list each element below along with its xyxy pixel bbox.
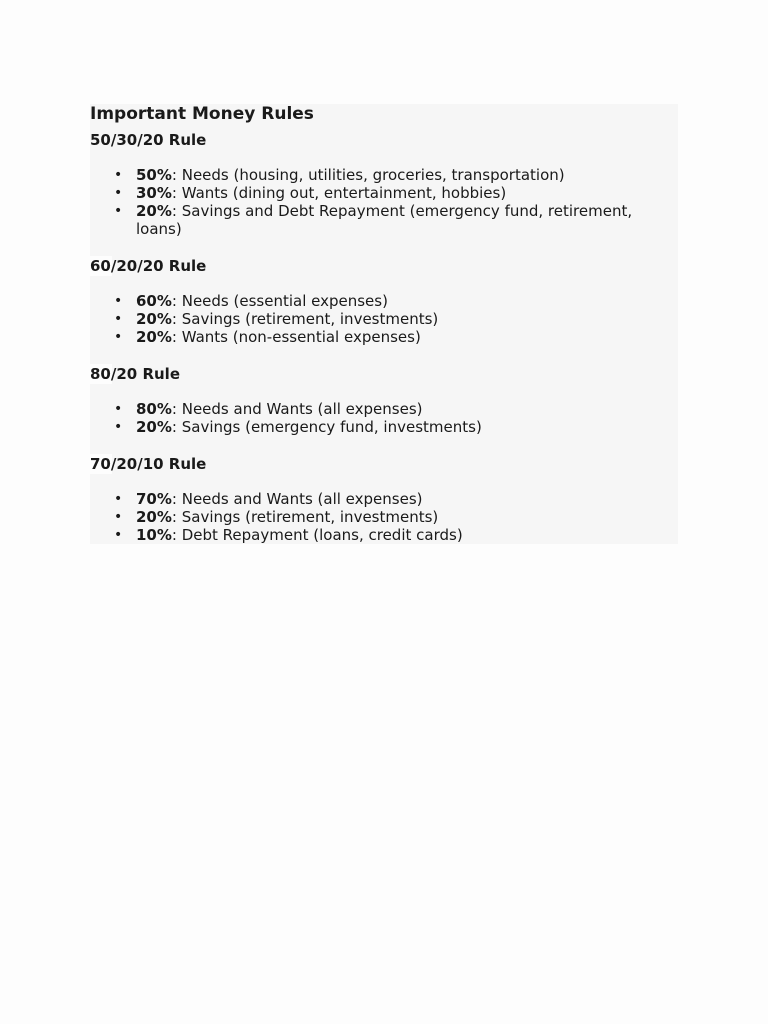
rule-section [90, 454, 678, 544]
percent-label: 10% [136, 526, 172, 544]
item-description: : Needs (essential expenses) [171, 292, 388, 310]
percent-label: 20% [136, 508, 172, 526]
rule-section [90, 364, 678, 454]
rules-list [90, 130, 678, 544]
rule-items [90, 490, 678, 544]
item-description: : Wants (dining out, entertainment, hobbies) [171, 184, 507, 202]
spacer [90, 238, 678, 256]
item-description: : Debt Repayment (loans, credit cards) [171, 526, 463, 544]
spacer [90, 474, 678, 490]
spacer [90, 150, 678, 166]
percent-label: 50% [136, 166, 172, 184]
rule-section [90, 130, 678, 256]
list-item [114, 508, 678, 526]
item-description: : Savings (emergency fund, investments) [171, 418, 482, 436]
list-item [114, 418, 678, 436]
list-item [114, 310, 678, 328]
item-description: : Needs and Wants (all expenses) [171, 490, 423, 508]
item-description: : Savings (retirement, investments) [171, 310, 439, 328]
title-band [90, 104, 678, 130]
percent-label: 30% [136, 184, 172, 202]
page-title: Important Money Rules [90, 104, 314, 124]
item-description: : Needs and Wants (all expenses) [171, 400, 423, 418]
rule-heading: 60/20/20 Rule [90, 257, 207, 275]
percent-label: 70% [136, 490, 172, 508]
document-body [90, 104, 678, 544]
list-item [114, 526, 678, 544]
bullet-icon: • [114, 419, 123, 435]
percent-label: 20% [136, 418, 172, 436]
item-description: : Needs (housing, utilities, groceries, transportation) [171, 166, 565, 184]
bullet-icon: • [114, 491, 123, 507]
bullet-icon: • [114, 185, 123, 201]
percent-label: 20% [136, 328, 172, 346]
bullet-icon: • [114, 167, 123, 183]
percent-label: 20% [136, 202, 172, 220]
list-item [114, 166, 678, 184]
list-item [114, 400, 678, 418]
list-item [114, 490, 678, 508]
list-item [114, 292, 678, 310]
rule-heading-row [90, 256, 678, 276]
spacer [90, 436, 678, 454]
bullet-icon: • [114, 401, 123, 417]
rule-heading-row [90, 364, 678, 384]
spacer [90, 276, 678, 292]
bullet-icon: • [114, 203, 123, 219]
bullet-icon: • [114, 293, 123, 309]
rule-heading-row [90, 454, 678, 474]
item-description: : Savings and Debt Repayment (emergency fund, retirement, loans) [136, 202, 633, 238]
rule-heading: 80/20 Rule [90, 365, 180, 383]
rule-items [90, 292, 678, 346]
list-item [114, 184, 678, 202]
percent-label: 80% [136, 400, 172, 418]
percent-label: 60% [136, 292, 172, 310]
bullet-icon: • [114, 329, 123, 345]
spacer [90, 384, 678, 400]
rule-items [90, 166, 678, 238]
rule-section [90, 256, 678, 364]
list-item [114, 202, 678, 238]
rule-heading-row [90, 130, 678, 150]
rule-heading: 50/30/20 Rule [90, 131, 207, 149]
item-description: : Savings (retirement, investments) [171, 508, 439, 526]
bullet-icon: • [114, 527, 123, 543]
rule-heading: 70/20/10 Rule [90, 455, 207, 473]
rule-items [90, 400, 678, 436]
item-description: : Wants (non-essential expenses) [171, 328, 421, 346]
spacer [90, 346, 678, 364]
bullet-icon: • [114, 509, 123, 525]
bullet-icon: • [114, 311, 123, 327]
list-item [114, 328, 678, 346]
percent-label: 20% [136, 310, 172, 328]
